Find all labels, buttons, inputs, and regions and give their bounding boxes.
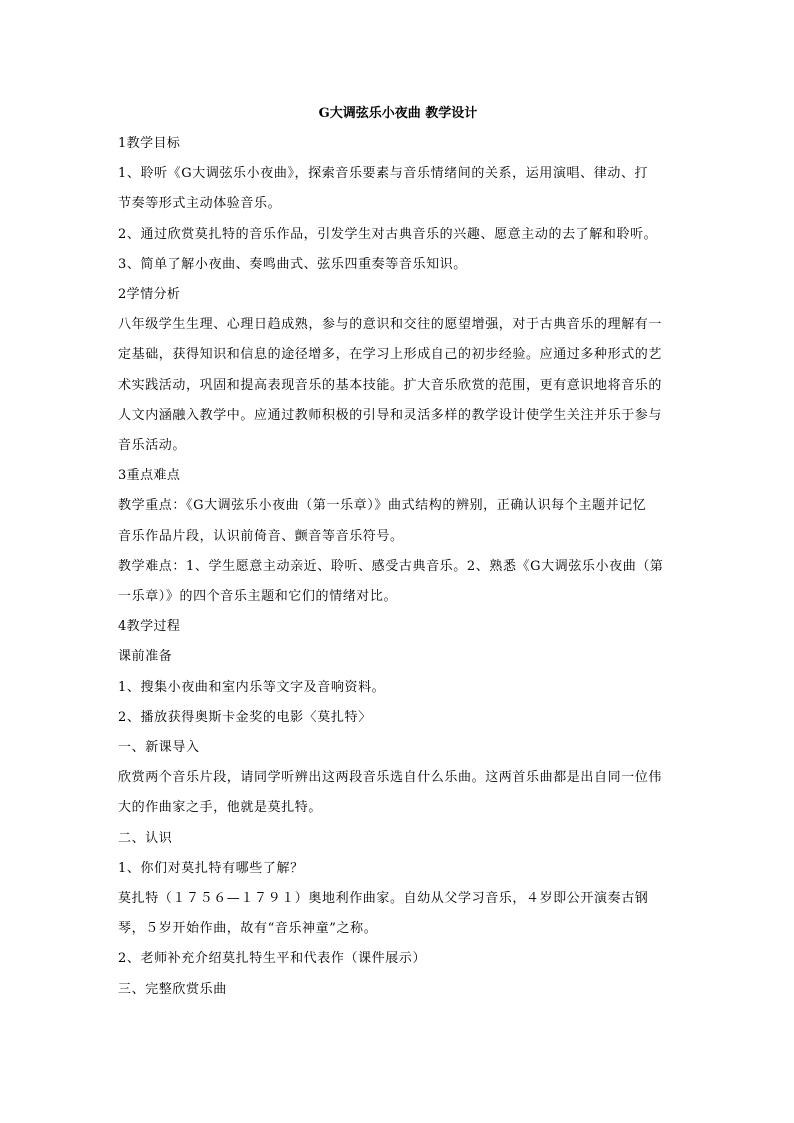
section-heading: 2学情分析 (118, 287, 181, 302)
body-text-line: 节奏等形式主动体验音乐。 (118, 196, 282, 212)
body-text-line: 音乐作品片段，认识前倚音、颤音等音乐符号。 (118, 528, 404, 544)
body-text-line: 2、老师补充介绍莫扎特生平和代表作（课件展示） (118, 951, 427, 967)
body-text-line: 一、新课导入 (118, 740, 200, 755)
section-heading: 1教学目标 (118, 136, 181, 151)
body-text-line: 音乐活动。 (118, 438, 187, 453)
body-text-line: 2、播放获得奥斯卡金奖的电影〈莫扎特〉 (118, 709, 372, 725)
body-text-line: 1、聆听《G大调弦乐小夜曲》，探索音乐要素与音乐情绪间的关系，运用演唱、律动、打 (118, 166, 649, 182)
body-text-line: 莫扎特（１７５６—１７９１）奥地利作曲家。自幼从父学习音乐，４岁即公开演奏古钢 (118, 891, 649, 906)
body-text-line: 一乐章）》的四个音乐主题和它们的情绪对比。 (118, 589, 398, 604)
section-heading: 4教学过程 (118, 619, 181, 635)
body-text-line: 教学难点：1、学生愿意主动亲近、聆听、感受古典音乐。2、熟悉《G大调弦乐小夜曲（第 (118, 558, 664, 574)
body-text-line: 八年级学生生理、心理日趋成熟，参与的意识和交往的愿望增强，对于古典音乐的理解有一 (118, 317, 663, 333)
body-text-line: 1、搜集小夜曲和室内乐等文字及音响资料。 (118, 679, 386, 695)
body-text-line: 欣赏两个音乐片段，请同学听辨出这两段音乐选自什么乐曲。这两首乐曲都是出自同一位伟 (118, 770, 663, 786)
body-text-line: 大的作曲家之手，他就是莫扎特。 (118, 800, 323, 816)
body-text-line: 2、通过欣赏莫扎特的音乐作品，引发学生对古典音乐的兴趣、愿意主动的去了解和聆听。 (118, 226, 658, 242)
body-text-line: 定基础，获得知识和信息的途径增多，在学习上形成自己的初步经验。应通过多种形式的艺 (118, 347, 663, 363)
body-text-line: 二、认识 (118, 830, 173, 846)
body-text-line: 琴，５岁开始作曲，故有“音乐神童”之称。 (118, 921, 378, 937)
body-text-line: 教学重点：《G大调弦乐小夜曲（第一乐章）》曲式结构的辨别，正确认识每个主题并记忆 (118, 498, 647, 514)
body-text-line: 3、简单了解小夜曲、奏鸣曲式、弦乐四重奏等音乐知识。 (118, 256, 467, 272)
section-heading: 3重点难点 (118, 468, 181, 484)
body-text-line: 人文内涵融入教学中。应通过教师积极的引导和灵活多样的教学设计使学生关注并乐于参与 (118, 407, 663, 423)
body-text-line: 术实践活动，巩固和提高表现音乐的基本技能。扩大音乐欣赏的范围，更有意识地将音乐的 (118, 377, 663, 393)
body-text-line: 课前准备 (118, 649, 173, 665)
document-title: G大调弦乐小夜曲 教学设计 (318, 106, 478, 121)
body-text-line: 1、你们对莫扎特有哪些了解？ (118, 860, 304, 876)
body-text-line: 三、完整欣赏乐曲 (118, 981, 227, 997)
